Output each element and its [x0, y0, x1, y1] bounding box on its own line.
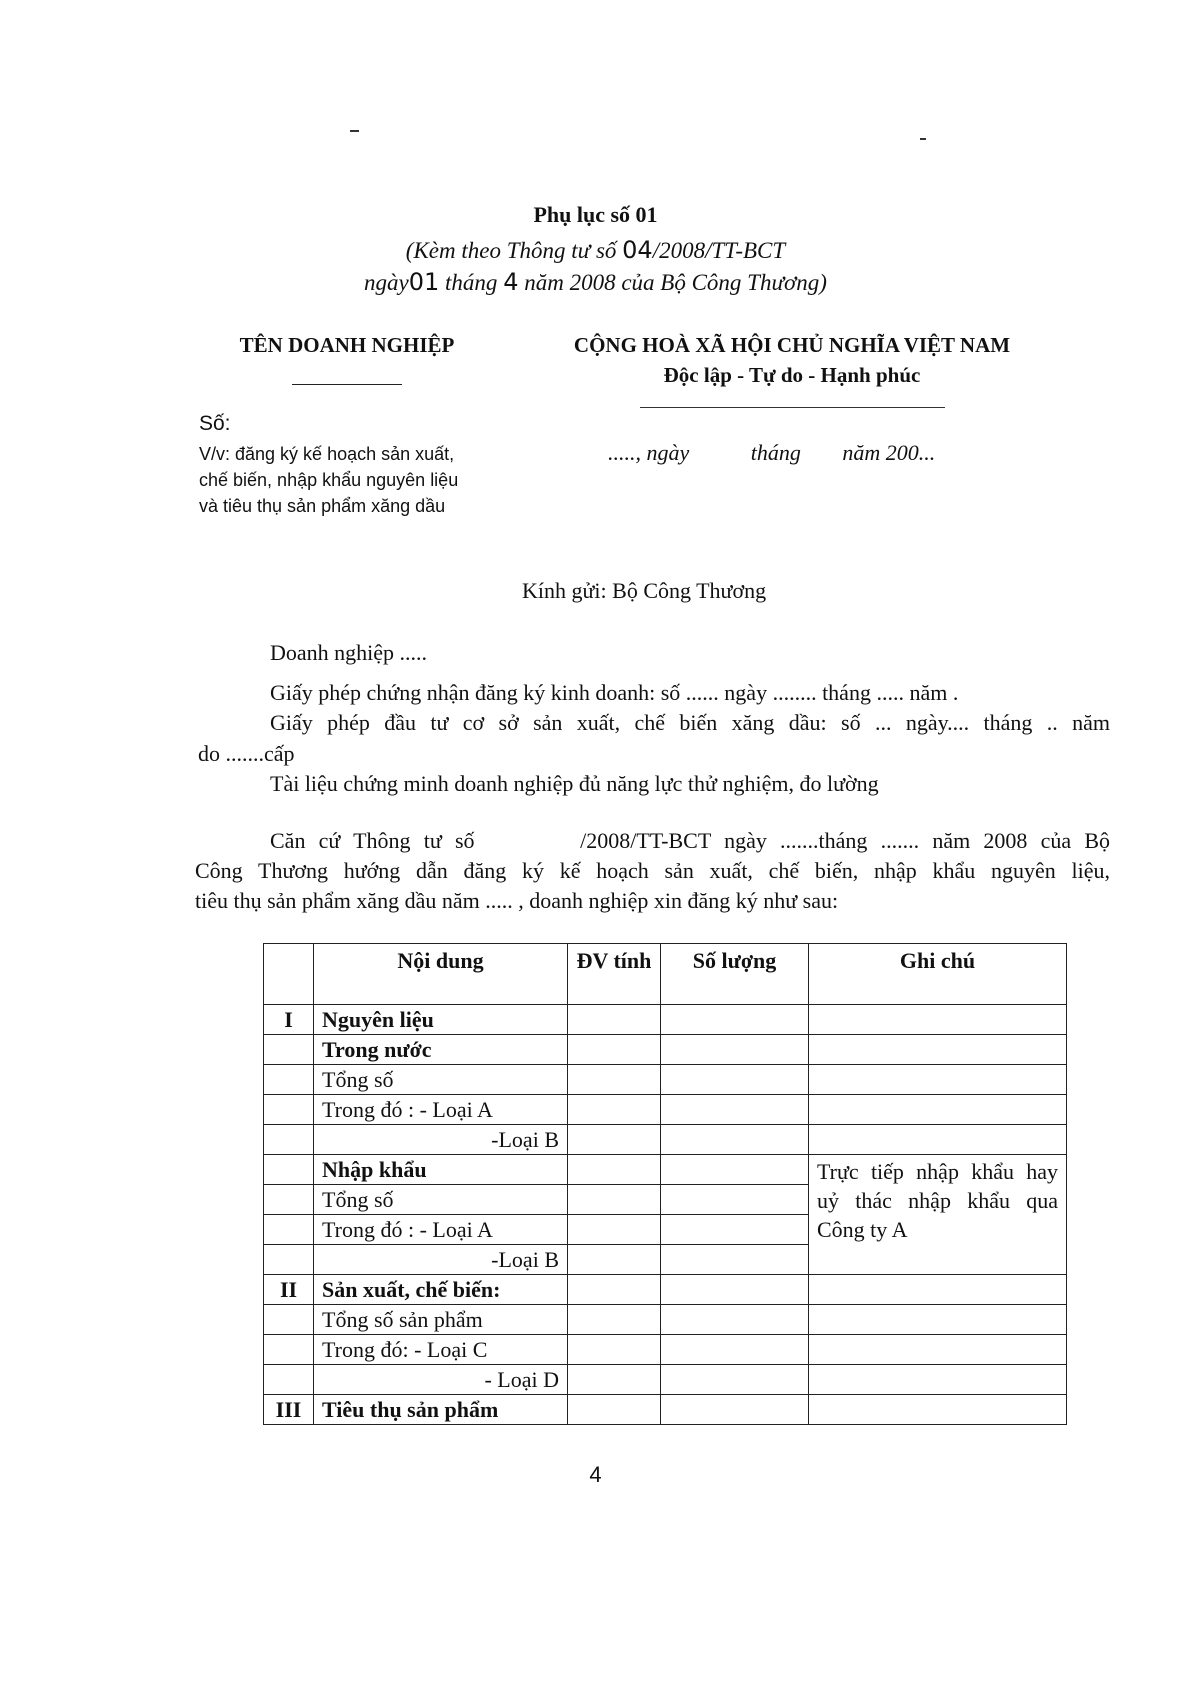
row-index: I — [264, 1005, 314, 1035]
row-quantity — [661, 1185, 809, 1215]
row-quantity — [661, 1035, 809, 1065]
table-row — [264, 1335, 1067, 1365]
row-content: Trong đó : - Loại A — [314, 1095, 568, 1125]
row-content: Tổng số — [314, 1065, 568, 1095]
table-body — [264, 1005, 1067, 1425]
row-quantity — [661, 1065, 809, 1095]
row-quantity — [661, 1395, 809, 1425]
row-unit — [568, 1275, 661, 1305]
row-quantity — [661, 1095, 809, 1125]
row-content: Nguyên liệu — [314, 1005, 568, 1035]
row-index — [264, 1365, 314, 1395]
row-index — [264, 1305, 314, 1335]
row-index — [264, 1185, 314, 1215]
row-quantity — [661, 1215, 809, 1245]
row-unit — [568, 1185, 661, 1215]
row-index — [264, 1095, 314, 1125]
row-unit — [568, 1365, 661, 1395]
date-month: tháng — [750, 440, 801, 465]
row-index — [264, 1125, 314, 1155]
row-content: Sản xuất, chế biến: — [314, 1275, 568, 1305]
place-date — [608, 440, 935, 466]
row-unit — [568, 1035, 661, 1065]
row-content: -Loại B — [314, 1245, 568, 1275]
row-unit — [568, 1395, 661, 1425]
appendix-subtitle — [0, 236, 1191, 264]
row-unit — [568, 1095, 661, 1125]
row-index — [264, 1065, 314, 1095]
row-notes — [809, 1275, 1067, 1305]
date-line-part1: ngày — [364, 270, 409, 295]
row-unit — [568, 1305, 661, 1335]
addressee: Kính gửi: Bộ Công Thương — [522, 578, 767, 603]
header-content: Nội dung — [314, 944, 568, 1005]
header-notes: Ghi chú — [809, 944, 1067, 1005]
row-unit — [568, 1155, 661, 1185]
basis-paragraph-line2: Công Thương hướng dẫn đăng ký kế hoạch sản xuất, chế biến, nhập khẩu nguyên liệu, — [195, 858, 1110, 883]
row-unit — [568, 1245, 661, 1275]
row-notes — [809, 1305, 1067, 1335]
document-number-label: Số: — [199, 412, 231, 435]
table-row — [264, 1095, 1067, 1125]
row-unit — [568, 1065, 661, 1095]
page-number: 4 — [589, 1462, 602, 1487]
business-license-line: Giấy phép chứng nhận đăng ký kinh doanh: số ...... ngày ........ tháng ..... năm . — [270, 680, 959, 705]
row-quantity — [661, 1305, 809, 1335]
row-quantity — [661, 1005, 809, 1035]
row-index: III — [264, 1395, 314, 1425]
basis-paragraph-line3: tiêu thụ sản phẩm xăng dầu năm ..... , doanh nghiệp xin đăng ký như sau: — [195, 888, 839, 913]
row-unit — [568, 1125, 661, 1155]
import-note: Trực tiếp nhập khẩu hay uỷ thác nhập khẩu qua Công ty A — [809, 1155, 1067, 1275]
date-line-part3: năm 2008 của Bộ Công Thương) — [524, 270, 827, 295]
row-quantity — [661, 1125, 809, 1155]
row-quantity — [661, 1335, 809, 1365]
row-notes — [809, 1125, 1067, 1155]
table-row — [264, 1305, 1067, 1335]
row-notes — [809, 1395, 1067, 1425]
table-row — [264, 1275, 1067, 1305]
row-unit — [568, 1005, 661, 1035]
table-row — [264, 1065, 1067, 1095]
row-index — [264, 1245, 314, 1275]
table-header-row — [264, 944, 1067, 1005]
row-content: Tiêu thụ sản phẩm — [314, 1395, 568, 1425]
subtitle-part2: /2008/TT-BCT — [652, 238, 786, 263]
basis-paragraph-line1: Căn cứ Thông tư số /2008/TT-BCT ngày .......tháng ....... năm 2008 của Bộ — [270, 828, 1110, 853]
row-notes — [809, 1095, 1067, 1125]
row-notes — [809, 1335, 1067, 1365]
company-underline — [292, 384, 402, 385]
enterprise-line: Doanh nghiệp ..... — [270, 640, 428, 665]
table-row — [264, 1035, 1067, 1065]
row-notes — [809, 1035, 1067, 1065]
table-row — [264, 1005, 1067, 1035]
subject-line: V/v: đăng ký kế hoạch sản xuất, chế biến, nhập khẩu nguyên liệu và tiêu thụ sản phẩm xăng dầu — [199, 444, 459, 516]
row-content: Tổng số — [314, 1185, 568, 1215]
scan-speck — [350, 130, 359, 132]
row-notes — [809, 1005, 1067, 1035]
nation-title: CỘNG HOÀ XÃ HỘI CHỦ NGHĨA VIỆT NAM — [573, 333, 1011, 357]
row-quantity — [661, 1365, 809, 1395]
date-place: ....., ngày — [608, 440, 690, 465]
issued-by-line: do .......cấp — [198, 741, 295, 766]
row-quantity — [661, 1245, 809, 1275]
header-quantity: Số lượng — [661, 944, 809, 1005]
date-year: năm 200... — [842, 440, 936, 465]
row-content: -Loại B — [314, 1125, 568, 1155]
row-index — [264, 1215, 314, 1245]
investment-license-line: Giấy phép đầu tư cơ sở sản xuất, chế biến xăng dầu: số ... ngày.... tháng .. năm — [270, 710, 1110, 735]
row-content: Trong đó: - Loại C — [314, 1335, 568, 1365]
table-row — [264, 1155, 1067, 1185]
date-line-part2: tháng — [445, 270, 498, 295]
row-notes — [809, 1365, 1067, 1395]
table-row — [264, 1125, 1067, 1155]
row-content: - Loại D — [314, 1365, 568, 1395]
motto-underline — [640, 407, 945, 408]
row-quantity — [661, 1275, 809, 1305]
appendix-title: Phụ lục số 01 — [533, 202, 658, 227]
registration-table — [263, 943, 1067, 1425]
table-row — [264, 1395, 1067, 1425]
day-handwritten: 01 — [408, 268, 440, 296]
row-unit — [568, 1335, 661, 1365]
month-handwritten: 4 — [503, 268, 519, 296]
row-content: Tổng số sản phẩm — [314, 1305, 568, 1335]
capability-docs-line: Tài liệu chứng minh doanh nghiệp đủ năng lực thử nghiệm, đo lường — [270, 771, 879, 796]
header-unit: ĐV tính — [568, 944, 661, 1005]
row-index: II — [264, 1275, 314, 1305]
row-index — [264, 1155, 314, 1185]
row-content: Trong nước — [314, 1035, 568, 1065]
subtitle-part1: (Kèm theo Thông tư số — [405, 238, 617, 263]
row-content: Nhập khẩu — [314, 1155, 568, 1185]
row-index — [264, 1335, 314, 1365]
company-name: TÊN DOANH NGHIỆP — [239, 333, 455, 357]
table-row — [264, 1365, 1067, 1395]
row-quantity — [661, 1155, 809, 1185]
appendix-date-line — [0, 268, 1191, 296]
scan-speck — [920, 138, 926, 140]
row-index — [264, 1035, 314, 1065]
row-notes — [809, 1065, 1067, 1095]
nation-motto: Độc lập - Tự do - Hạnh phúc — [663, 363, 921, 387]
row-content: Trong đó : - Loại A — [314, 1215, 568, 1245]
header-index — [264, 944, 314, 1005]
circular-number-handwritten: 04 — [622, 236, 653, 264]
row-unit — [568, 1215, 661, 1245]
